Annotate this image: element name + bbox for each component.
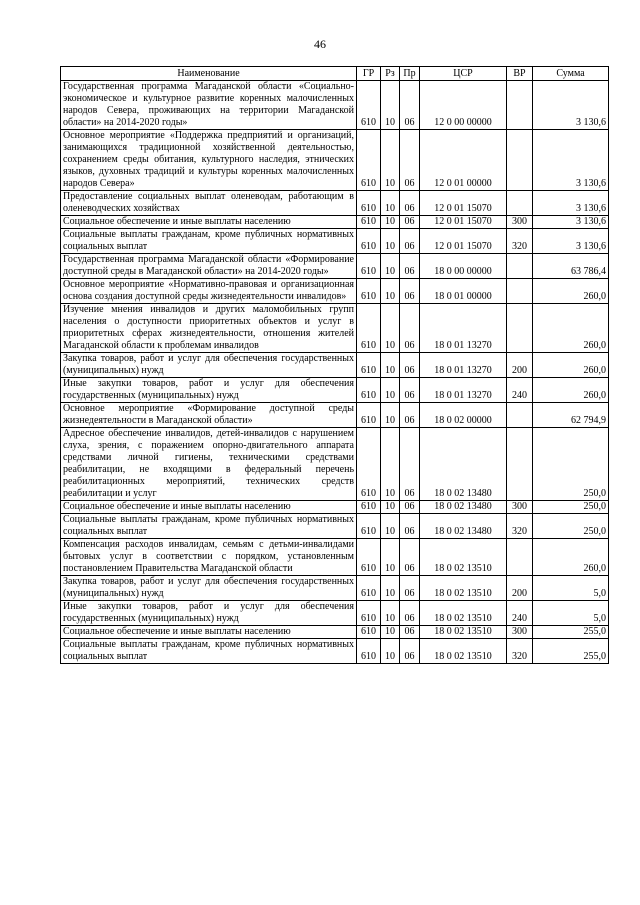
row-name: Закупка товаров, работ и услуг для обеспечения государственных (муниципальных) нужд [61,576,357,601]
row-pr: 06 [400,428,420,501]
row-gr: 610 [357,130,381,191]
table-row [61,403,609,428]
header-gr: ГР [357,67,381,81]
row-csr: 18 0 02 13510 [420,539,507,576]
table-row [61,254,609,279]
row-csr: 18 0 02 13480 [420,428,507,501]
row-sum: 3 130,6 [533,81,609,130]
row-name: Иные закупки товаров, работ и услуг для обеспечения государственных (муниципальных) нужд [61,601,357,626]
row-pr: 06 [400,130,420,191]
row-gr: 610 [357,216,381,229]
row-rz: 10 [381,639,400,664]
row-name: Государственная программа Магаданской области «Социально-экономическое и культурное развитие коренных малочисленных народов Севера, проживающих на территории Магаданской области» на 2014-2020 годы» [61,81,357,130]
row-gr: 610 [357,229,381,254]
table-row [61,353,609,378]
table-row [61,229,609,254]
row-rz: 10 [381,514,400,539]
row-gr: 610 [357,191,381,216]
row-gr: 610 [357,639,381,664]
row-vr: 200 [507,353,533,378]
row-sum: 260,0 [533,279,609,304]
budget-table [60,66,609,664]
row-name: Социальные выплаты гражданам, кроме публичных нормативных социальных выплат [61,514,357,539]
row-name: Социальное обеспечение и иные выплаты населению [61,216,357,229]
row-rz: 10 [381,501,400,514]
row-name: Социальное обеспечение и иные выплаты населению [61,626,357,639]
row-vr [507,254,533,279]
row-pr: 06 [400,576,420,601]
row-rz: 10 [381,403,400,428]
row-gr: 610 [357,539,381,576]
row-gr: 610 [357,428,381,501]
row-csr: 18 0 01 13270 [420,378,507,403]
row-rz: 10 [381,576,400,601]
row-vr: 240 [507,601,533,626]
row-csr: 18 0 01 13270 [420,304,507,353]
row-pr: 06 [400,601,420,626]
row-sum: 255,0 [533,639,609,664]
table-row [61,626,609,639]
row-csr: 18 0 02 13480 [420,514,507,539]
row-gr: 610 [357,353,381,378]
row-vr: 320 [507,639,533,664]
row-name: Социальное обеспечение и иные выплаты населению [61,501,357,514]
row-vr: 320 [507,229,533,254]
row-name: Государственная программа Магаданской области «Формирование доступной среды в Магаданской области» на 2014-2020 годы» [61,254,357,279]
row-pr: 06 [400,254,420,279]
row-csr: 12 0 01 15070 [420,191,507,216]
row-pr: 06 [400,403,420,428]
row-csr: 12 0 01 00000 [420,130,507,191]
header-pr: Пр [400,67,420,81]
row-csr: 18 0 02 13510 [420,626,507,639]
row-rz: 10 [381,130,400,191]
row-rz: 10 [381,229,400,254]
row-vr [507,539,533,576]
row-gr: 610 [357,576,381,601]
row-sum: 260,0 [533,378,609,403]
row-name: Изучение мнения инвалидов и других маломобильных групп населения о доступности приоритетных объектов и услуг в приоритетных сферах жизнедеятельности, отношения жителей Магаданской области к проблемам инвалидов [61,304,357,353]
row-rz: 10 [381,254,400,279]
row-csr: 18 0 01 13270 [420,353,507,378]
row-pr: 06 [400,229,420,254]
row-vr: 300 [507,501,533,514]
row-gr: 610 [357,279,381,304]
table-row [61,191,609,216]
row-sum: 250,0 [533,514,609,539]
row-csr: 12 0 01 15070 [420,229,507,254]
row-csr: 12 0 01 15070 [420,216,507,229]
header-rz: Рз [381,67,400,81]
row-csr: 12 0 00 00000 [420,81,507,130]
row-sum: 3 130,6 [533,191,609,216]
row-gr: 610 [357,304,381,353]
row-name: Иные закупки товаров, работ и услуг для обеспечения государственных (муниципальных) нужд [61,378,357,403]
row-pr: 06 [400,191,420,216]
row-pr: 06 [400,378,420,403]
row-csr: 18 0 02 13510 [420,601,507,626]
row-pr: 06 [400,626,420,639]
table-row [61,279,609,304]
row-sum: 5,0 [533,576,609,601]
row-csr: 18 0 02 13510 [420,576,507,601]
table-row [61,378,609,403]
row-vr: 300 [507,626,533,639]
row-gr: 610 [357,378,381,403]
row-pr: 06 [400,81,420,130]
row-name: Компенсация расходов инвалидам, семьям с детьми-инвалидами бытовых услуг в соответствии с порядком, установленным постановлением Правительства Магаданской области [61,539,357,576]
row-vr [507,130,533,191]
table-row [61,601,609,626]
header-row [61,67,609,81]
row-csr: 18 0 00 00000 [420,254,507,279]
row-rz: 10 [381,378,400,403]
row-sum: 3 130,6 [533,216,609,229]
table-row [61,428,609,501]
row-rz: 10 [381,539,400,576]
row-vr [507,279,533,304]
row-sum: 5,0 [533,601,609,626]
row-pr: 06 [400,279,420,304]
table-row [61,539,609,576]
row-vr [507,191,533,216]
row-rz: 10 [381,81,400,130]
row-gr: 610 [357,254,381,279]
header-vr: ВР [507,67,533,81]
row-sum: 255,0 [533,626,609,639]
row-name: Предоставление социальных выплат оленеводам, работающим в оленеводческих хозяйствах [61,191,357,216]
row-rz: 10 [381,304,400,353]
table-row [61,216,609,229]
row-sum: 62 794,9 [533,403,609,428]
row-sum: 260,0 [533,304,609,353]
header-sum: Сумма [533,67,609,81]
row-vr [507,304,533,353]
row-csr: 18 0 02 13510 [420,639,507,664]
table-row [61,501,609,514]
row-pr: 06 [400,514,420,539]
row-pr: 06 [400,304,420,353]
table-row [61,639,609,664]
table-row [61,514,609,539]
row-rz: 10 [381,191,400,216]
row-vr: 320 [507,514,533,539]
row-name: Социальные выплаты гражданам, кроме публичных нормативных социальных выплат [61,229,357,254]
row-pr: 06 [400,639,420,664]
table-row [61,81,609,130]
row-name: Социальные выплаты гражданам, кроме публичных нормативных социальных выплат [61,639,357,664]
row-rz: 10 [381,353,400,378]
row-name: Адресное обеспечение инвалидов, детей-инвалидов с нарушением слуха, зрения, с поражением опорно-двигательного аппарата средствами личной гигиены, техническими средствами реабилитации, не входящими в федеральный перечень реабилитационных мероприятий, технических средств реабилитации и услуг [61,428,357,501]
row-vr [507,81,533,130]
table-row [61,130,609,191]
row-csr: 18 0 02 00000 [420,403,507,428]
row-vr: 200 [507,576,533,601]
table-row [61,304,609,353]
row-gr: 610 [357,501,381,514]
row-rz: 10 [381,428,400,501]
table-row [61,576,609,601]
row-name: Закупка товаров, работ и услуг для обеспечения государственных (муниципальных) нужд [61,353,357,378]
header-name: Наименование [61,67,357,81]
page-number: 46 [314,37,326,51]
row-name: Основное мероприятие «Поддержка предприятий и организаций, занимающихся традиционной хозяйственной деятельностью, сохранением среды обитания, культурного наследия, этнических языков, духовных традиций и культуры коренных малочисленных народов Севера» [61,130,357,191]
row-gr: 610 [357,626,381,639]
row-pr: 06 [400,216,420,229]
row-rz: 10 [381,626,400,639]
row-pr: 06 [400,539,420,576]
row-sum: 260,0 [533,353,609,378]
header-csr: ЦСР [420,67,507,81]
row-gr: 610 [357,601,381,626]
row-rz: 10 [381,601,400,626]
row-vr: 300 [507,216,533,229]
row-sum: 260,0 [533,539,609,576]
row-pr: 06 [400,501,420,514]
row-vr [507,403,533,428]
row-sum: 3 130,6 [533,229,609,254]
row-name: Основное мероприятие «Формирование доступной среды жизнедеятельности в Магаданской области» [61,403,357,428]
row-csr: 18 0 02 13480 [420,501,507,514]
row-sum: 63 786,4 [533,254,609,279]
row-rz: 10 [381,279,400,304]
row-vr [507,428,533,501]
row-rz: 10 [381,216,400,229]
row-gr: 610 [357,514,381,539]
row-gr: 610 [357,403,381,428]
row-sum: 250,0 [533,428,609,501]
row-pr: 06 [400,353,420,378]
row-vr: 240 [507,378,533,403]
row-name: Основное мероприятие «Нормативно-правовая и организационная основа создания доступной среды жизнедеятельности инвалидов» [61,279,357,304]
row-sum: 250,0 [533,501,609,514]
row-sum: 3 130,6 [533,130,609,191]
row-gr: 610 [357,81,381,130]
row-csr: 18 0 01 00000 [420,279,507,304]
